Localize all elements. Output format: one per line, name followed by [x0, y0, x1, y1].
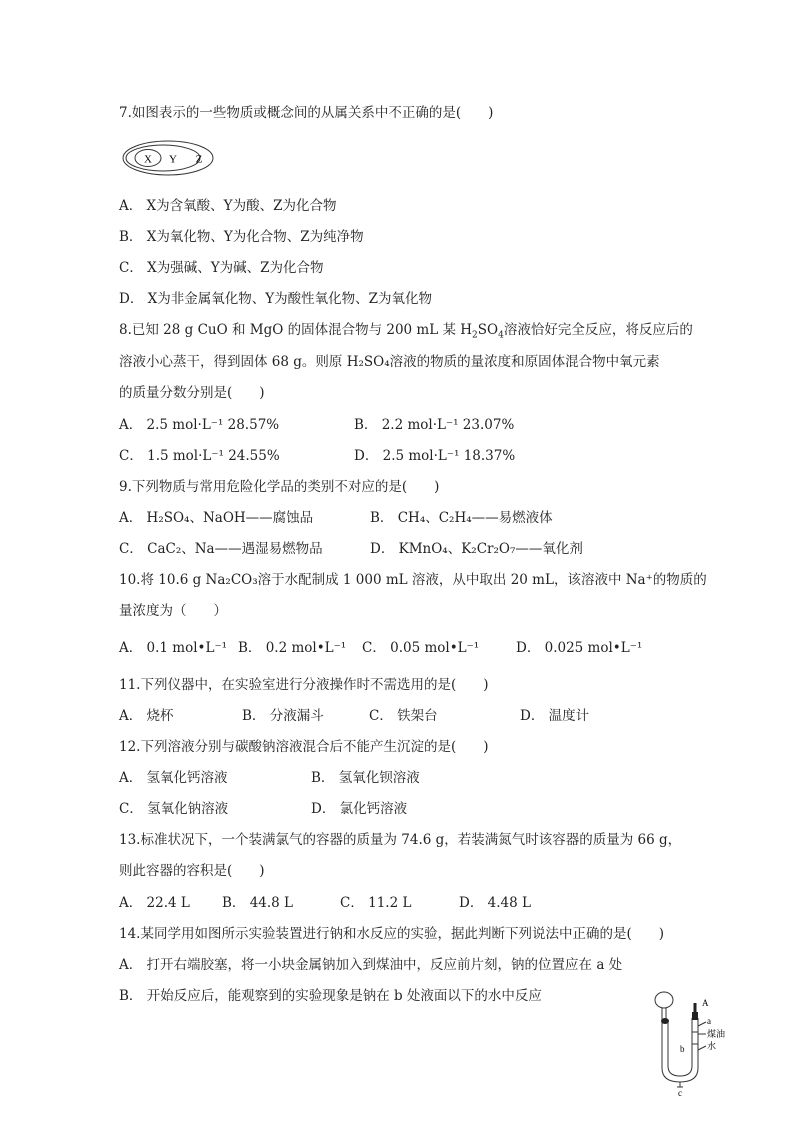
q12-stem: 12.下列溶液分别与碳酸钠溶液混合后不能产生沉淀的是( )	[119, 739, 489, 755]
q11-option-b: B． 分液漏斗	[242, 708, 324, 724]
q8-option-b: B． 2.2 mol·L⁻¹ 23.07%	[354, 417, 515, 433]
q7-option-a: A． X为含氧酸、Y为酸、Z为化合物	[119, 198, 337, 214]
q7-option-c: C． X为强碱、Y为碱、Z为化合物	[119, 260, 324, 276]
u-tube-apparatus-figure	[650, 988, 730, 1098]
venn-label-x: X	[144, 153, 152, 166]
label-c: c	[678, 1088, 682, 1098]
q12-option-b: B． 氢氧化钡溶液	[311, 770, 420, 786]
q10-line-1: 10.将 10.6 g Na₂CO₃溶于水配制成 1 000 mL 溶液，从中取出 20 mL，该溶液中 Na⁺的物质的	[119, 572, 707, 588]
label-kerosene: 煤油	[707, 1029, 726, 1039]
q8-line-1: 8.已知 28 g CuO 和 MgO 的固体混合物与 200 mL 某 $H_2SO_4$溶液恰好完全反应，将反应后的	[119, 322, 693, 341]
venn-diagram	[121, 139, 215, 177]
q14-stem: 14.某同学用如图所示实验装置进行钠和水反应的实验，据此判断下列说法中正确的是( )	[119, 926, 665, 942]
q14-option-a: A． 打开右端胶塞，将一小块金属钠加入到煤油中，反应前片刻，钠的位置应在 a 处	[119, 957, 623, 973]
q12-option-c: C． 氢氧化钠溶液	[119, 801, 229, 817]
label-A: A	[702, 998, 709, 1008]
q8-line-3: 的质量分数分别是( )	[119, 385, 265, 401]
q7-option-b: B． X为氧化物、Y为化合物、Z为纯净物	[119, 229, 364, 245]
q9-option-d: D． KMnO₄、K₂Cr₂O₇——氧化剂	[370, 541, 583, 557]
q13-option-d: D． 4.48 L	[459, 895, 531, 911]
q9-option-c: C． CaC₂、Na——遇湿易燃物品	[119, 541, 323, 557]
q8-line-2: 溶液小心蒸干，得到固体 68 g。则原 H₂SO₄溶液的物质的量浓度和原固体混合物中氧元素	[119, 354, 660, 370]
label-a: a	[707, 1016, 711, 1026]
q10-line-2: 量浓度为（ ）	[119, 603, 227, 619]
label-b: b	[680, 1044, 685, 1054]
q12-option-d: D． 氯化钙溶液	[311, 801, 408, 817]
q9-stem: 9.下列物质与常用危险化学品的类别不对应的是( )	[119, 479, 440, 495]
q8-option-c: C． 1.5 mol·L⁻¹ 24.55%	[119, 448, 280, 464]
q8-option-a: A． 2.5 mol·L⁻¹ 28.57%	[119, 417, 280, 433]
q12-option-a: A． 氢氧化钙溶液	[119, 770, 228, 786]
q13-line-2: 则此容器的容积是( )	[119, 863, 265, 879]
q10-option-c: C． 0.05 mol•L⁻¹	[362, 640, 480, 656]
venn-label-z: Z	[195, 153, 203, 166]
q13-option-c: C． 11.2 L	[340, 895, 412, 911]
q7-option-d: D． X为非金属氧化物、Y为酸性氧化物、Z为氧化物	[119, 291, 433, 307]
q13-option-a: A． 22.4 L	[119, 895, 190, 911]
q11-option-a: A． 烧杯	[119, 708, 174, 724]
q10-option-a: A． 0.1 mol•L⁻¹	[119, 640, 228, 656]
funnel-bulb	[655, 992, 673, 1008]
q10-option-b: B． 0.2 mol•L⁻¹	[238, 640, 347, 656]
q10-option-d: D． 0.025 mol•L⁻¹	[516, 640, 643, 656]
stopper-a	[692, 1012, 698, 1020]
q14-option-b: B． 开始反应后，能观察到的实验现象是钠在 b 处液面以下的水中反应	[119, 988, 542, 1004]
q9-option-a: A． H₂SO₄、NaOH——腐蚀品	[119, 510, 314, 526]
q9-option-b: B． CH₄、C₂H₄——易燃液体	[370, 510, 553, 526]
q11-stem: 11.下列仪器中，在实验室进行分液操作时不需选用的是( )	[119, 677, 489, 693]
venn-middle-ellipse	[126, 145, 200, 171]
q13-line-1: 13.标准状况下，一个装满氯气的容器的质量为 74.6 g，若装满氮气时该容器的质量为 66 g，	[119, 832, 682, 848]
venn-label-y: Y	[169, 153, 177, 166]
q11-option-c: C． 铁架台	[369, 708, 438, 724]
q11-option-d: D． 温度计	[520, 708, 590, 724]
q8-option-d: D． 2.5 mol·L⁻¹ 18.37%	[354, 448, 516, 464]
label-water: 水	[707, 1041, 717, 1051]
q7-stem: 7.如图表示的一些物质或概念间的从属关系中不正确的是( )	[119, 105, 494, 121]
q13-option-b: B． 44.8 L	[222, 895, 294, 911]
